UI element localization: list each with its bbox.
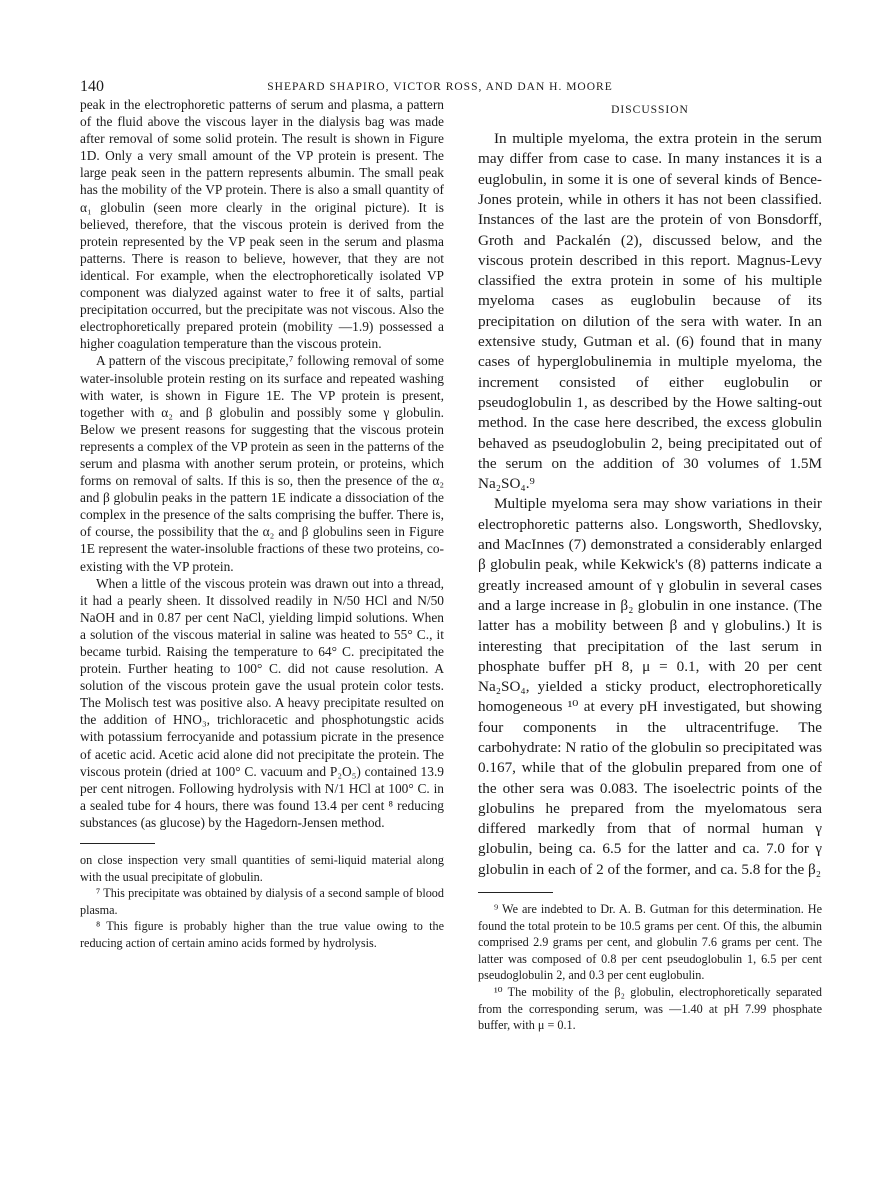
page-number: 140	[80, 78, 104, 95]
footnotes	[80, 852, 444, 952]
footnote-divider	[478, 892, 553, 893]
footnote-10: ¹⁰ The mobility of the β₂ globulin, electrophoretically separated from the corresponding serum, was —1.40 at pH 7.99 phosphate buffer, with μ = 0.1.	[478, 985, 822, 1033]
left-column	[80, 96, 444, 952]
running-header-authors: SHEPARD SHAPIRO, VICTOR ROSS, AND DAN H. MOORE	[267, 81, 613, 93]
footnote-divider	[80, 843, 155, 844]
paragraph: A pattern of the viscous precipitate,⁷ following removal of some water-insoluble protein resting on its surface and repeated washing with water, is shown in Figure 1E. The VP protein is present, together with α₂ and β globulin and possibly some γ globulin. Below we present reasons for suggesting that the viscous protein represents a complex of the VP protein as seen in the patterns of the serum and plasma with another serum protein, or proteins, which forms on removal of salts. If this is so, then the presence of the α₂ and β globulin peaks in the pattern 1E indicate a dissociation of the complex in the presence of the salts comprising the buffer. There is, of course, the possibility that the α₂ and β globulins seen in Figure 1E represent the water-insoluble fractions of these two proteins, co-existing with the VP protein.	[80, 353, 444, 574]
right-column	[478, 96, 822, 1034]
section-heading: DISCUSSION	[611, 104, 689, 116]
paragraph: When a little of the viscous protein was drawn out into a thread, it had a pearly sheen. It dissolved readily in N/50 HCl and N/50 NaOH and in 0.87 per cent NaCl, yielding limpid solutions. When a solution of the viscous material in saline was heated to 55° C., it became turbid. Raising the temperature to 64° C. precipitated the protein. Further heating to 100° C. did not cause resolution. A solution of the viscous protein gave the usual protein color tests. The Molisch test was positive also. A heavy precipitate resulted on the addition of HNO₃, trichloracetic and phosphotungstic acids with potassium ferrocyanide and potassium picrate in the presence of acetic acid. Acetic acid alone did not precipitate the protein. The viscous protein (dried at 100° C. vacuum and P₂O₅) contained 13.9 per cent nitrogen. Following hydrolysis with N/1 HCl at 100° C. in a sealed tube for 4 hours, there was found 13.4 per cent ⁸ reducing substances (as glucose) by the Hagedorn-Jensen method.	[80, 575, 444, 830]
footnote: on close inspection very small quantities of semi-liquid material along with the usual precipitate of globulin.	[80, 853, 444, 884]
paragraph: In multiple myeloma, the extra protein in the serum may differ from case to case. In many instances it is a euglobulin, in some it is one of several kinds of Bence-Jones protein, while in others it has not been classified. Instances of the last are the protein of von Bonsdorff, Groth and Packalén (2), discussed below, and the viscous protein described in this report. Magnus-Levy classified the extra protein in some of his multiple myeloma cases as euglobulin because of its precipitation on dilution of the sera with water. In an extensive study, Gutman et al. (6) found that in many cases of hyperglobulinemia in multiple myeloma, the increment consisted of either euglobulin or pseudoglobulin 1, as described by the Howe salting-out method. In the case here described, the excess globulin behaved as pseudoglobulin 2, being precipitated out of the serum on the addition of 30 volumes of 1.5M Na₂SO₄.⁹	[478, 130, 822, 493]
paragraph: Multiple myeloma sera may show variations in their electrophoretic patterns also. Longsworth, Shedlovsky, and MacInnes (7) demonstrated a considerably enlarged β globulin peak, while Kekwick's (8) patterns indicate a greatly increased amount of γ globulin in several cases and a large increase in β₂ globulin in one instance. (The latter has a mobility between β and γ globulins.) It is interesting that precipitation of the last serum in phosphate buffer pH 8, μ = 0.1, with 20 per cent Na₂SO₄, yielded a sticky product, electrophoretically homogeneous ¹⁰ at every pH investigated, but showing four components in the ultracentrifuge. The carbohydrate: N ratio of the globulin so precipitated was 0.167, while that of the globulin prepared from one of the other sera was 0.083. The isoelectric points of the globulins he prepared from the myelomatous sera differed markedly from that of normal human γ globulin, being ca. 6.5 for the latter and ca. 7.0 for γ globulin in each of 2 of the former, and ca. 5.8 for the β₂	[478, 495, 822, 878]
footnote-9: ⁹ We are indebted to Dr. A. B. Gutman for this determination. He found the total protein to be 10.5 grams per cent. Of this, the albumin comprised 2.9 grams per cent, and globulin 7.6 grams per cent. The latter was composed of 0.8 per cent pseudoglobulin 1, 6.5 per cent pseudoglobulin 2, and 0.3 per cent euglobulin.	[478, 902, 822, 983]
footnote-8: ⁸ This figure is probably higher than the true value owing to the reducing action of certain amino acids formed by hydrolysis.	[80, 919, 444, 950]
footnote-7: ⁷ This precipitate was obtained by dialysis of a second sample of blood plasma.	[80, 886, 444, 917]
footnotes	[478, 901, 822, 1034]
paragraph: peak in the electrophoretic patterns of serum and plasma, a pattern of the fluid above the viscous layer in the dialysis bag was made after removal of some solid protein. The result is shown in Figure 1D. Only a very small amount of the VP protein is present. The large peak seen in the pattern represents albumin. The small peak has the mobility of the VP protein. There is also a small quantity of α₁ globulin (seen more clearly in the original picture). It is believed, therefore, that the viscous protein is derived from the protein represented by the VP peak seen in the serum and plasma patterns. There is reason to believe, however, that they are not identical. For example, when the electrophoretically isolated VP component was dialyzed against water to free it of salts, partial precipitation occurred, but the precipitate was not viscous. Also the electrophoretically prepared protein (mobility —1.9) possessed a higher coagulation temperature than the viscous protein.	[80, 97, 444, 352]
